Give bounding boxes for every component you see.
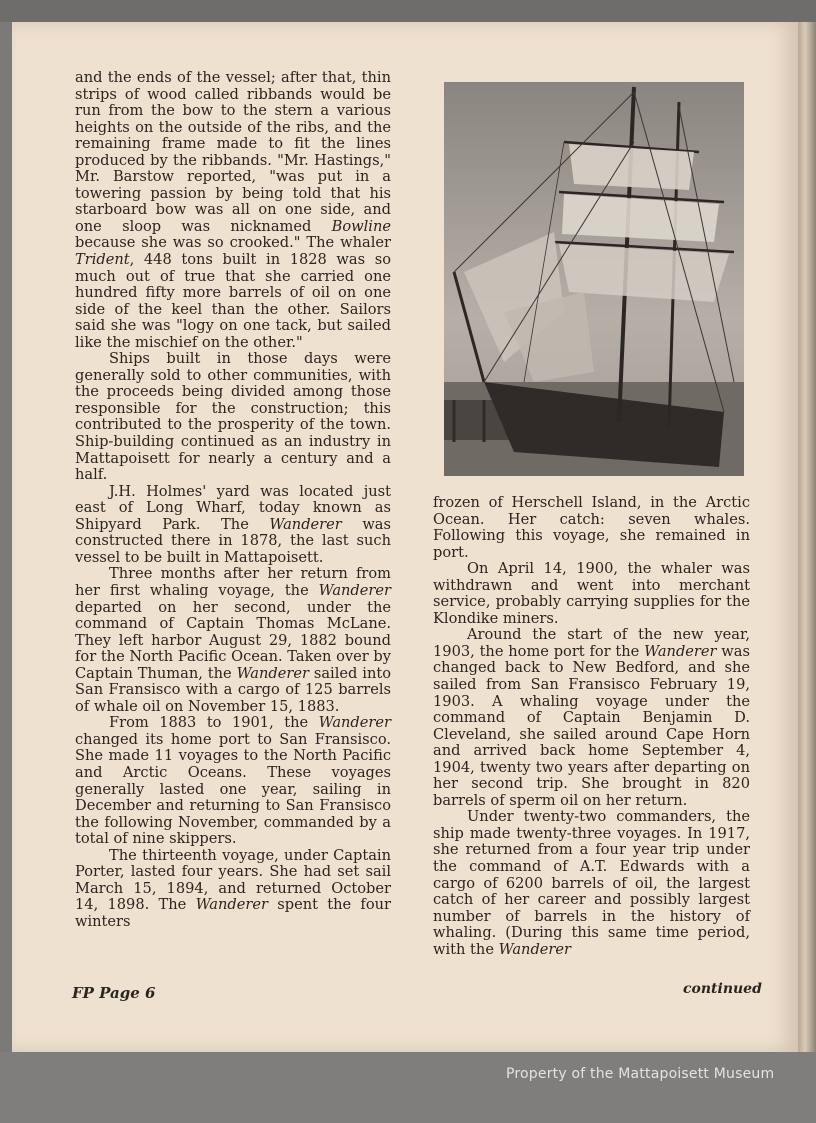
left-text-column [75, 70, 391, 930]
paragraph-thirteenth-voyage: The thirteenth voyage, under Captain Porter, lasted four years. She had set sail March 15, 1894, and returned October 14, 1898. The Wanderer spent the four winters [75, 846, 391, 930]
sailing-ship-photo-icon [444, 82, 744, 476]
continued-label: continued [683, 981, 762, 997]
paragraph-new-bedford: Around the start of the new year, 1903, the home port for the Wanderer was changed back to New Bedford, and she sailed from San Fransisco February 19, 1903. A whaling voyage under the command of Captain Benjamin D. Cleveland, she sailed around Cape Horn and arrived back home September 4, 1904, twenty two years after departing on her second trip. She brought in 820 barrels of sperm oil on her return. [433, 626, 750, 809]
paragraph-herschell-island: frozen of Herschell Island, in the Arctic Ocean. Her catch: seven whales. Following this voyage, she remained in port. [433, 494, 750, 561]
page-spine-shadow [798, 22, 816, 1052]
whaling-ship-illustration [444, 82, 744, 476]
scan-bottom-band [0, 1052, 816, 1123]
right-text-column [433, 495, 750, 958]
page-number-label: FP Page 6 [72, 984, 156, 1002]
paragraph-merchant-service: On April 14, 1900, the whaler was withdrawn and went into merchant service, probably carrying supplies for the Klondike miners. [433, 560, 750, 627]
paragraph-twenty-three-voyages: Under twenty-two commanders, the ship made twenty-three voyages. In 1917, she returned from a four year trip under the command of A.T. Edwards with a cargo of 6200 barrels of oil, the largest catch of her career and possibly largest number of barrels in the history of whaling. (During this same time period, with the Wanderer [433, 808, 750, 958]
paragraph-holmes-yard: J.H. Holmes' yard was located just east of Long Wharf, today known as Shipyard Park. The Wanderer was constructed there in 1878, the last such vessel to be built in Mattapoisett. [75, 482, 391, 566]
scan-top-band [0, 0, 816, 22]
museum-watermark: Property of the Mattapoisett Museum [506, 1066, 775, 1082]
paragraph-home-port: From 1883 to 1901, the Wanderer changed its home port to San Fransisco. She made 11 voyages to the North Pacific and Arctic Oceans. These voyages generally lasted one year, sailing in December and returning to San Fransisco the following November, commanded by a total of nine skippers. [75, 714, 391, 848]
paragraph-ships-built: Ships built in those days were generally sold to other communities, with the proceeds being divided among those responsible for the construction; this contributed to the prosperity of the town. Ship-building continued as an industry in Mattapoisett for nearly a century and a half. [75, 350, 391, 484]
paragraph-second-voyage: Three months after her return from her first whaling voyage, the Wanderer departed on her second, under the command of Captain Thomas McLane. They left harbor August 29, 1882 bound for the North Pacific Ocean. Taken over by Captain Thuman, the Wanderer sailed into San Fransisco with a cargo of 125 barrels of whale oil on November 15, 1883. [75, 565, 391, 715]
paragraph-ribbands: and the ends of the vessel; after that, thin strips of wood called ribbands would be run from the bow to the stern a various heights on the outside of the ribs, and the remaining frame made to fit the lines produced by the ribbands. "Mr. Hastings," Mr. Barstow reported, "was put in a towering passion by being told that his starboard bow was all on one side, and one sloop was nicknamed Bowline because she was so crooked." The whaler Trident, 448 tons built in 1828 was so much out of true that she carried one hundred fifty more barrels of oil on one side of the keel than the other. Sailors said she was "logy on one tack, but sailed like the mischief on the other." [75, 69, 391, 351]
